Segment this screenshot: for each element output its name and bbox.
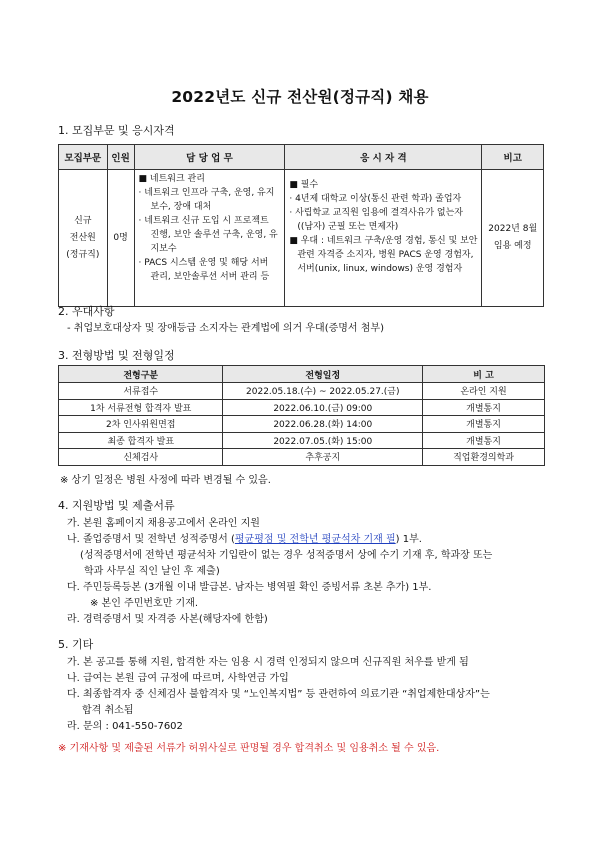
table-row: 2차 인사위원면접 2022.06.28.(화) 14:00 개별통지 — [59, 416, 545, 433]
page-title: 2022년도 신규 전산원(정규직) 채용 — [171, 88, 429, 106]
section4-heading: 4. 지원방법 및 제출서류 — [58, 499, 175, 512]
etc-item-a: 가. 본 공고를 통해 지원, 합격한 자는 임용 시 경력 인정되지 않으며 신규직원 처우를 받게 됨 — [67, 657, 469, 668]
etc-item-c-cont: 합격 취소됨 — [82, 705, 134, 716]
header-qualifications: 응 시 자 격 — [285, 145, 482, 170]
header-duties: 담 당 업 무 — [134, 145, 285, 170]
submit-item-b-note: (성적증명서에 전학년 평균석차 기입란이 없는 경우 성적증명서 상에 수기 기재 후, 학과장 또는 — [80, 550, 493, 561]
submit-item-c: 다. 주민등록등본 (3개월 이내 발급본. 남자는 병역필 확인 증빙서류 초본 추가) 1부. — [67, 582, 432, 593]
header-count: 인원 — [107, 145, 134, 170]
etc-item-c: 다. 최종합격자 중 신체검사 불합격자 및 “노인복지법” 등 관련하여 의료기관 “취업제한대상자”는 — [67, 689, 490, 700]
preference-line: - 취업보호대상자 및 장애등급 소지자는 관계법에 의거 우대(증명서 첨부) — [67, 323, 384, 334]
table-row: 서류접수 2022.05.18.(수) ~ 2022.05.27.(금) 온라인 지원 — [59, 383, 545, 400]
etc-item-d: 라. 문의 : 041-550-7602 — [67, 721, 183, 732]
table-row: 신체검사 추후공지 직업환경의학과 — [59, 449, 545, 466]
warning-note: ※ 기재사항 및 제출된 서류가 허위사실로 판명될 경우 합격취소 및 임용취소 될 수 있음. — [58, 743, 440, 754]
table-row — [59, 170, 544, 307]
header-remark: 비 고 — [423, 366, 545, 383]
submit-item-b-note2: 학과 사무실 직인 날인 후 제출) — [84, 566, 220, 577]
header-stage: 전형구분 — [59, 366, 223, 383]
section2-heading: 2. 우대사항 — [58, 305, 115, 318]
qualification-table — [58, 144, 544, 307]
header-schedule: 전형일정 — [223, 366, 423, 383]
table-row: 1차 서류전형 합격자 발표 2022.06.10.(금) 09:00 개별통지 — [59, 399, 545, 416]
dept-cell: 신규 전산원 (정규직) — [59, 170, 108, 307]
schedule-note: ※ 상기 일정은 병원 사정에 따라 변경될 수 있음. — [60, 475, 271, 486]
section1-heading: 1. 모집부문 및 응시자격 — [58, 124, 175, 137]
submit-item-a: 가. 본원 홈페이지 채용공고에서 온라인 지원 — [67, 518, 260, 529]
schedule-table — [58, 365, 545, 466]
transcript-requirement-link: 평균평점 및 전학년 평균석차 기재 필 — [234, 534, 396, 545]
note-cell: 2022년 8월 임용 예정 — [482, 170, 544, 307]
submit-item-c-note: ※ 본인 주민번호만 기재. — [90, 598, 199, 609]
header-note: 비고 — [482, 145, 544, 170]
table-row: 최종 합격자 발표 2022.07.05.(화) 15:00 개별통지 — [59, 432, 545, 449]
section3-heading: 3. 전형방법 및 전형일정 — [58, 349, 175, 362]
qualification-table-header — [59, 145, 544, 170]
header-dept: 모집부문 — [59, 145, 108, 170]
submit-item-b: 나. 졸업증명서 및 전학년 성적증명서 (평균평점 및 전학년 평균석차 기재 필) 1부. — [67, 534, 422, 545]
submit-item-d: 라. 경력증명서 및 자격증 사본(해당자에 한함) — [67, 614, 268, 625]
schedule-table-header — [59, 366, 545, 383]
count-cell: 0명 — [107, 170, 134, 307]
etc-item-b: 나. 급여는 본원 급여 규정에 따르며, 사학연금 가입 — [67, 673, 289, 684]
qualifications-cell: ■ 필수 · 4년제 대학교 이상(통신 관련 학과) 졸업자 · 사립학교 교직원 임용에 결격사유가 없는자 ((남자) 군필 또는 면제자) ■ 우대 : 네트워크 구축/운영 경험, 통신 및 보안 관련 자격증 소지자, 병원 PACS 운영 경험자, 서버(unix, linux, windows) 운영 경험자 — [285, 170, 482, 307]
section5-heading: 5. 기타 — [58, 638, 94, 651]
duties-cell: ■ 네트워크 관리 · 네트워크 인프라 구축, 운영, 유지 보수, 장애 대처 · 네트워크 신규 도입 시 프로젝트 진행, 보안 솔루션 구축, 운영, 유 지보수 · PACS 시스템 운영 및 해당 서버 관리, 보안솔루션 서버 관리 등 — [134, 170, 285, 307]
